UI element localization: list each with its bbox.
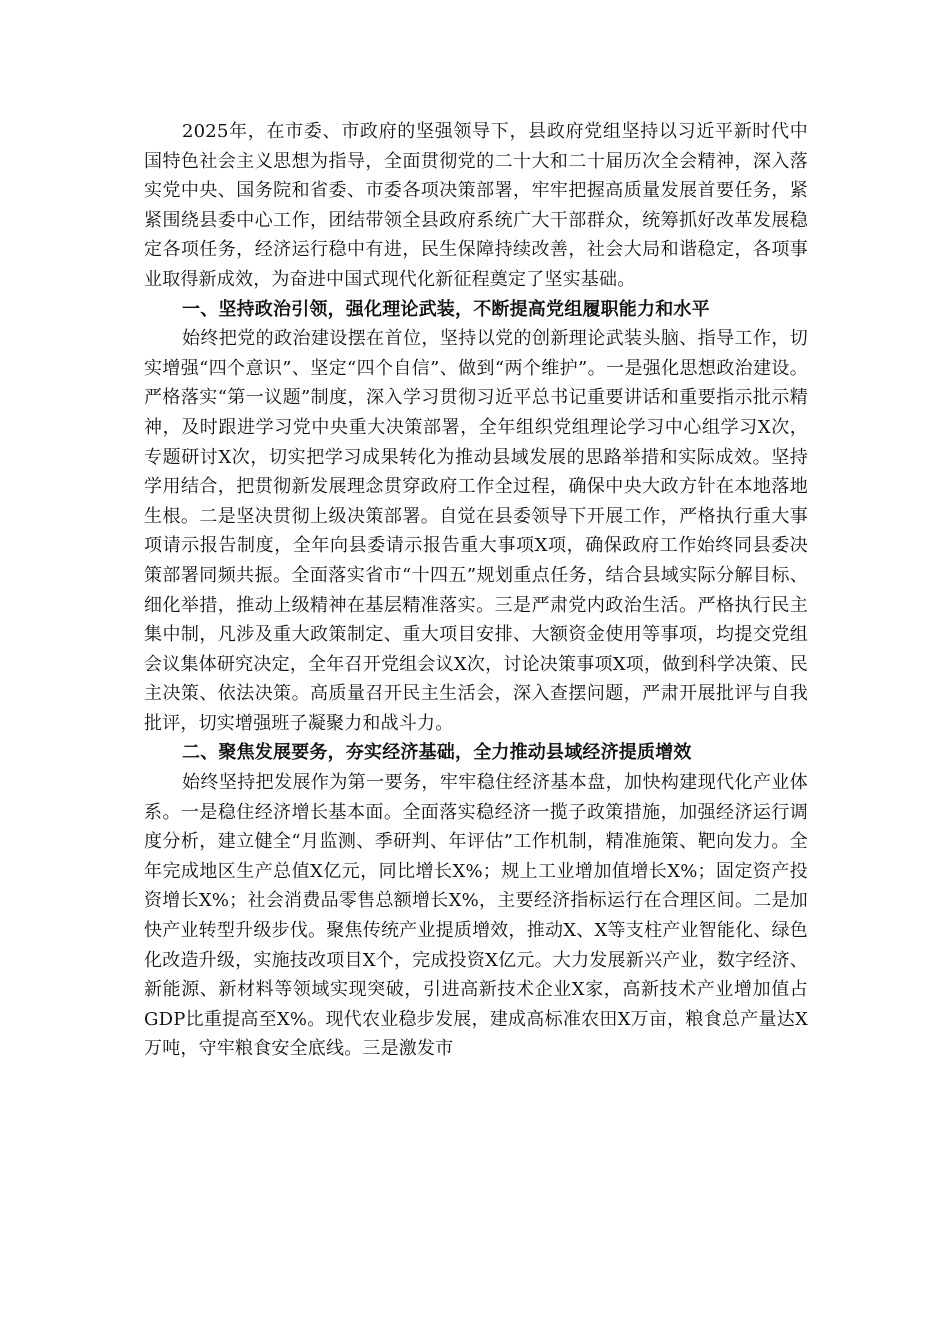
document-body xyxy=(144,117,808,1064)
section-1-paragraph: 始终把党的政治建设摆在首位，坚持以党的创新理论武装头脑、指导工作，切实增强“四个意识”、坚定“四个自信”、做到“两个维护”。一是强化思想政治建设。严格落实“第一议题”制度，深入学习贯彻习近平总书记重要讲话和重要指示批示精神，及时跟进学习党中央重大决策部署，全年组织党组理论学习中心组学习X次，专题研讨X次，切实把学习成果转化为推动县域发展的思路举措和实际成效。坚持学用结合，把贯彻新发展理念贯穿政府工作全过程，确保中央大政方针在本地落地生根。二是坚决贯彻上级决策部署。自觉在县委领导下开展工作，严格执行重大事项请示报告制度，全年向县委请示报告重大事项X项，确保政府工作始终同县委决策部署同频共振。全面落实省市“十四五”规划重点任务，结合县域实际分解目标、细化举措，推动上级精神在基层精准落实。三是严肃党内政治生活。严格执行民主集中制，凡涉及重大政策制定、重大项目安排、大额资金使用等事项，均提交党组会议集体研究决定，全年召开党组会议X次，讨论决策事项X项，做到科学决策、民主决策、依法决策。高质量召开民主生活会，深入查摆问题，严肃开展批评与自我批评，切实增强班子凝聚力和战斗力。 xyxy=(144,328,808,734)
intro-paragraph: 2025年，在市委、市政府的坚强领导下，县政府党组坚持以习近平新时代中国特色社会主义思想为指导，全面贯彻党的二十大和二十届历次全会精神，深入落实党中央、国务院和省委、市委各项决策部署，牢牢把握高质量发展首要任务，紧紧围绕县委中心工作，团结带领全县政府系统广大干部群众，统筹抓好改革发展稳定各项任务，经济运行稳中有进，民生保障持续改善，社会大局和谐稳定，各项事业取得新成效，为奋进中国式现代化新征程奠定了坚实基础。 xyxy=(144,121,808,290)
section-2-paragraph: 始终坚持把发展作为第一要务，牢牢稳住经济基本盘，加快构建现代化产业体系。一是稳住经济增长基本面。全面落实稳经济一揽子政策措施，加强经济运行调度分析，建立健全“月监测、季研判、年评估”工作机制，精准施策、靶向发力。全年完成地区生产总值X亿元，同比增长X%；规上工业增加值增长X%；固定资产投资增长X%；社会消费品零售总额增长X%，主要经济指标运行在合理区间。二是加快产业转型升级步伐。聚焦传统产业提质增效，推动X、X等支柱产业智能化、绿色化改造升级，实施技改项目X个，完成投资X亿元。大力发展新兴产业，数字经济、新能源、新材料等领域实现突破，引进高新技术企业X家，高新技术产业增加值占GDP比重提高至X%。现代农业稳步发展，建成高标准农田X万亩，粮食总产量达X万吨，守牢粮食安全底线。三是激发市 xyxy=(144,772,808,1060)
section-heading-2: 二、聚焦发展要务，夯实经济基础，全力推动县域经济提质增效 xyxy=(182,742,692,764)
section-heading-1: 一、坚持政治引领，强化理论武装，不断提高党组履职能力和水平 xyxy=(182,298,710,320)
